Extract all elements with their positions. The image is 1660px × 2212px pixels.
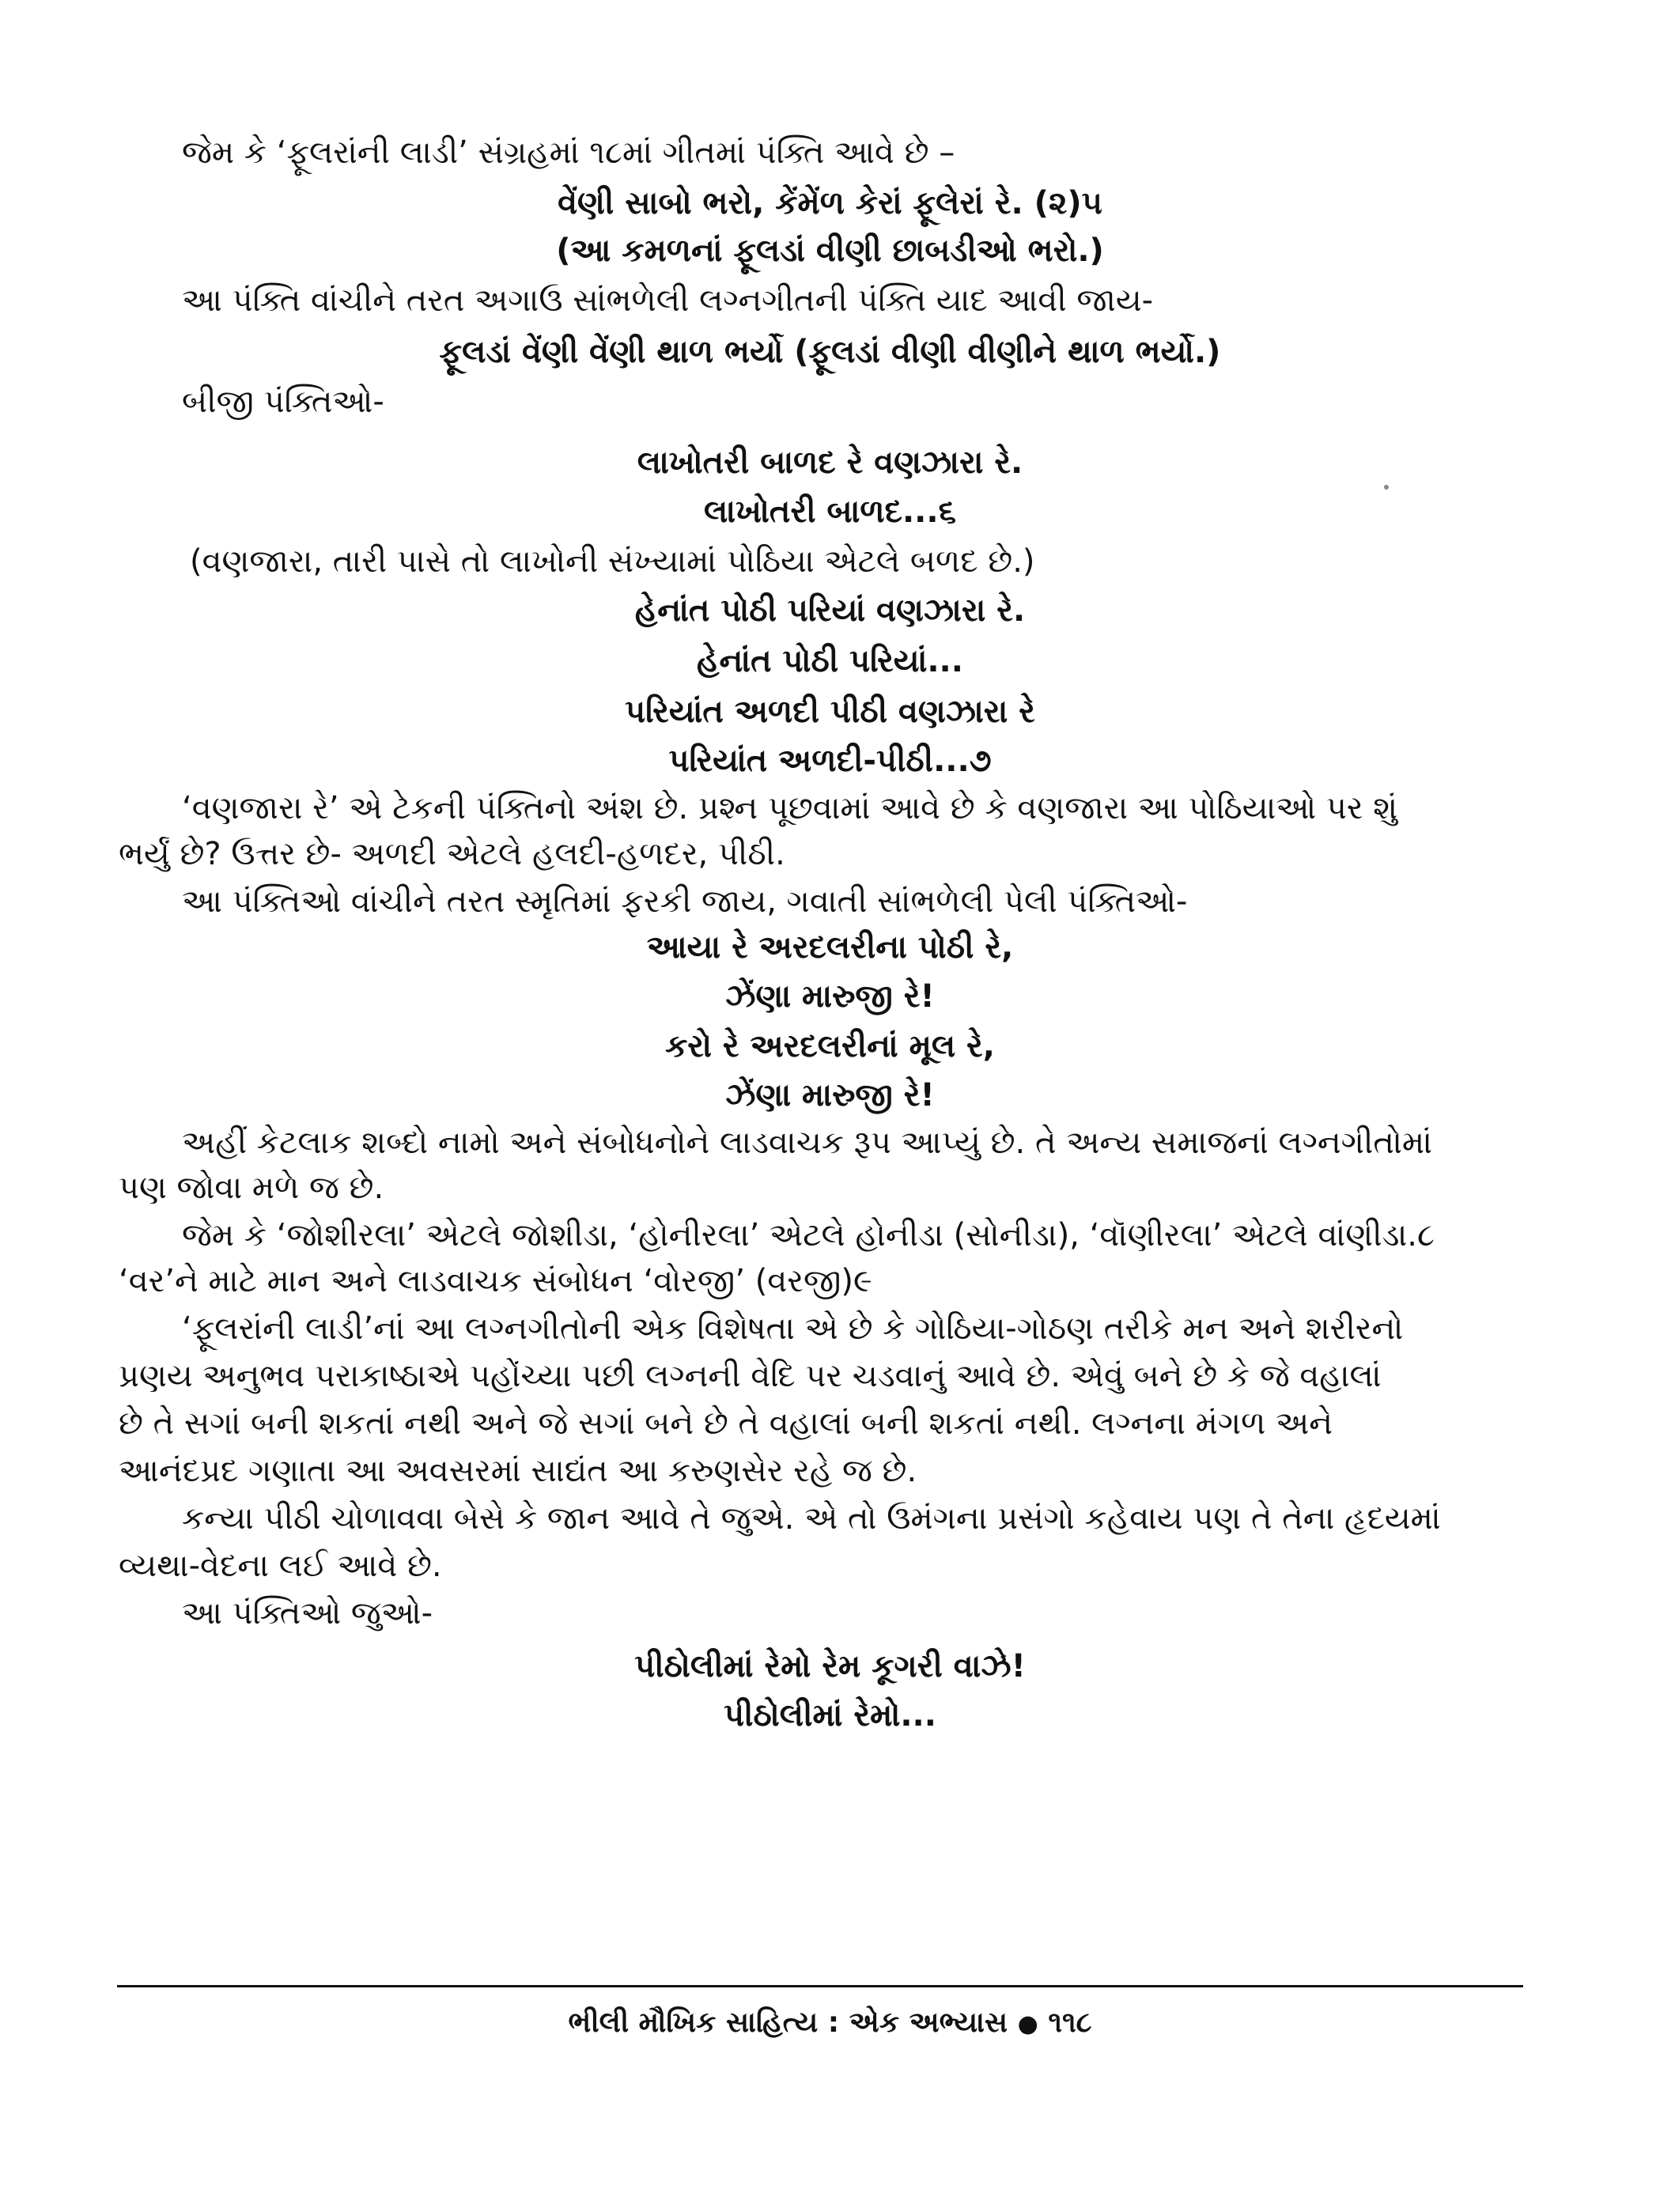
verse-line: ફૂલડાં વેંણી વેંણી થાળ ભર્યો (ફૂલડાં વીણી વીણીને થાળ ભર્યો.) — [439, 334, 1221, 370]
verse-line: આયા રે અરદલરીના પોઠી રે, — [646, 929, 1014, 966]
verse-line: કરો રે અરદલરીનાં મૂલ રે, — [665, 1028, 995, 1064]
verse-gloss: (આ કમળનાં ફૂલડાં વીણી છાબડીઓ ભરો.) — [556, 233, 1104, 269]
page-footer — [0, 1999, 1660, 2048]
bullet-icon: ● — [1017, 2010, 1038, 2038]
verse-line: ઝેંણા મારુજી રે! — [725, 1077, 935, 1114]
footer-book-title: ભીલી મૌખિક સાહિત્ય : એક અભ્યાસ — [568, 2006, 1008, 2039]
paragraph-line: ભર્યું છે? ઉત્તર છે- અળદી એટલે હલદી-હળદર, પીઠી. — [119, 836, 785, 872]
paragraph-line: છે તે સગાં બની શકતાં નથી અને જે સગાં બને છે તે વહાલાં બની શકતાં નથી. લગ્નના મંગળ અને — [119, 1405, 1333, 1442]
paragraph-line: કન્યા પીઠી ચોળાવવા બેસે કે જાન આવે તે જુએ. એ તો ઉમંગના પ્રસંગો કહેવાય પણ તે તેના હૃદયમાં — [182, 1500, 1441, 1537]
verse-gloss: (વણજારા, તારી પાસે તો લાખોની સંખ્યામાં પોઠિયા એટલે બળદ છે.) — [190, 543, 1035, 580]
page-number: ૧૧૮ — [1048, 2006, 1092, 2039]
verse-line: પરિયાંત અળદી પીઠી વણઝારા રે — [625, 694, 1035, 730]
paragraph-line: આ પંક્તિઓ વાંચીને તરત સ્મૃતિમાં ફરકી જાય, ગવાતી સાંભળેલી પેલી પંક્તિઓ- — [182, 883, 1188, 920]
paragraph-line: જેમ કે ‘ફૂલરાંની લાડી’ સંગ્રહમાં ૧૮માં ગીતમાં પંક્તિ આવે છે – — [182, 134, 955, 171]
verse-line: હેનાંત પોઠી પરિયાં વણઝારા રે. — [634, 592, 1026, 629]
footer-rule — [117, 1985, 1523, 1987]
paragraph-line: પ્રણય અનુભવ પરાકાષ્ઠાએ પહોંચ્યા પછી લગ્નની વેદિ પર ચડવાનું આવે છે. એવું બને છે કે જે વહાલાં — [119, 1358, 1382, 1394]
paragraph-line: આ પંક્તિ વાંચીને તરત અગાઉ સાંભળેલી લગ્નગીતની પંક્તિ યાદ આવી જાય- — [182, 282, 1154, 319]
verse-line: હેનાંત પોઠી પરિયાં... — [697, 643, 963, 679]
paragraph-line: જેમ કે ‘જોશીરલા’ એટલે જોશીડા, ‘હોનીરલા’ એટલે હોનીડા (સોનીડા), ‘વૉણીરલા’ એટલે વાંણીડા.૮ — [182, 1217, 1435, 1253]
paragraph-line: આનંદપ્રદ ગણાતા આ અવસરમાં સાદ્યંત આ કરુણસેર રહે જ છે. — [119, 1453, 917, 1489]
verse-line: પીઠોલીમાં રેમો રેમ કૂગરી વાઝે! — [634, 1648, 1026, 1685]
verse-line: પરિયાંત અળદી-પીઠી...૭ — [668, 743, 992, 779]
paragraph-line: ‘વણજારા રે’ એ ટેકની પંક્તિનો અંશ છે. પ્રશ્ન પૂછવામાં આવે છે કે વણજારા આ પોઠિયાઓ પર શું — [182, 790, 1398, 826]
paragraph-line: ‘ફૂલરાંની લાડી’નાં આ લગ્નગીતોની એક વિશેષતા એ છે કે ગોઠિયા-ગોઠણ તરીકે મન અને શરીરનો — [182, 1310, 1404, 1347]
paragraph-line: અહીં કેટલાક શબ્દો નામો અને સંબોધનોને લાડવાચક રૂપ આપ્યું છે. તે અન્ય સમાજનાં લગ્નગીતોમાં — [182, 1125, 1432, 1161]
paragraph-line: બીજી પંક્તિઓ- — [182, 384, 384, 420]
paragraph-line: ‘વર’ને માટે માન અને લાડવાચક સંબોધન ‘વોરજી’ (વરજી)૯ — [119, 1263, 872, 1299]
verse-line: પીઠોલીમાં રેમો... — [724, 1697, 936, 1734]
paragraph-line: આ પંક્તિઓ જુઓ- — [182, 1595, 433, 1632]
verse-line: લાખોતરી બાળદ...૬ — [704, 493, 956, 530]
scan-speck — [1384, 485, 1389, 490]
paragraph-line: વ્યથા-વેદના લઈ આવે છે. — [119, 1548, 442, 1584]
verse-line: વેંણી સાબો ભરો, કેંમેંળ કેરાં ફૂલેરાં રે. (૨)૫ — [558, 185, 1102, 221]
verse-line: લાખોતરી બાળદ રે વણઝારા રે. — [637, 444, 1023, 481]
paragraph-line: પણ જોવા મળે જ છે. — [119, 1170, 384, 1206]
verse-line: ઝેંણા મારુજી રે! — [725, 978, 935, 1015]
